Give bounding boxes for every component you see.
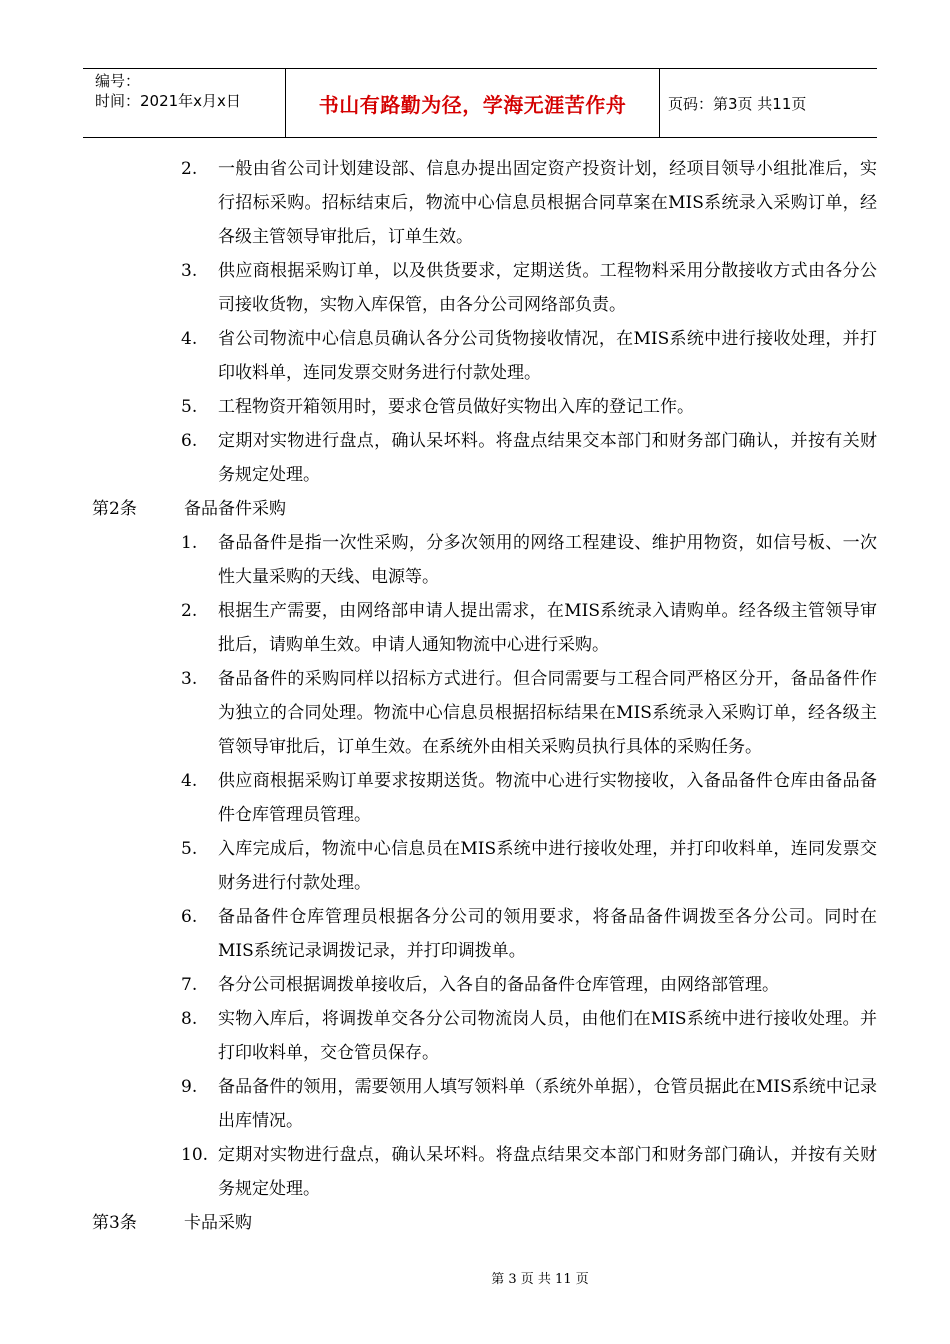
item-text: 定期对实物进行盘点，确认呆坏料。将盘点结果交本部门和财务部门确认，并按有关财务规定处理。 — [218, 1145, 877, 1199]
page-header — [83, 68, 877, 138]
list-item — [92, 152, 877, 254]
item-number: 5. — [181, 397, 198, 417]
item-text: 备品备件的采购同样以招标方式进行。但合同需要与工程合同严格区分开，备品备件作为独立的合同处理。物流中心信息员根据招标结果在MIS系统录入采购订单，经各级主管领导审批后，订单生效。在系统外由相关采购员执行具体的采购任务。 — [218, 669, 877, 757]
item-number: 2. — [181, 601, 198, 621]
item-text: 工程物资开箱领用时，要求仓管员做好实物出入库的登记工作。 — [218, 397, 694, 417]
list-item — [92, 390, 877, 424]
list-item — [92, 832, 877, 900]
item-number: 4. — [181, 329, 198, 349]
item-text: 备品备件是指一次性采购，分多次领用的网络工程建设、维护用物资，如信号板、一次性大量采购的天线、电源等。 — [218, 533, 877, 587]
item-text: 各分公司根据调拨单接收后，入各自的备品备件仓库管理，由网络部管理。 — [218, 975, 779, 995]
item-text: 供应商根据采购订单要求按期送货。物流中心进行实物接收，入备品备件仓库由备品备件仓库管理员管理。 — [218, 771, 877, 825]
item-text: 备品备件的领用，需要领用人填写领料单（系统外单据），仓管员据此在MIS系统中记录出库情况。 — [218, 1077, 877, 1131]
item-text: 省公司物流中心信息员确认各分公司货物接收情况，在MIS系统中进行接收处理，并打印收料单，连同发票交财务进行付款处理。 — [218, 329, 877, 383]
item-number: 6. — [181, 431, 198, 451]
article-title: 备品备件采购 — [184, 499, 286, 519]
list-item — [92, 1070, 877, 1138]
page-footer: 第 3 页 共 11 页 — [491, 1272, 589, 1287]
item-text: 供应商根据采购订单，以及供货要求，定期送货。工程物料采用分散接收方式由各分公司接收货物，实物入库保管，由各分公司网络部负责。 — [218, 261, 877, 315]
item-number: 10. — [181, 1145, 209, 1165]
document-body — [92, 152, 877, 1240]
list-item — [92, 322, 877, 390]
header-motto: 书山有路勤为径，学海无涯苦作舟 — [286, 69, 660, 137]
time-label: 时间：2021年x月x日 — [95, 92, 241, 110]
header-meta — [83, 69, 286, 137]
list-item — [92, 526, 877, 594]
header-page-info: 页码：第3页 共11页 — [668, 94, 807, 113]
item-text: 实物入库后，将调拨单交各分公司物流岗人员，由他们在MIS系统中进行接收处理。并打印收料单，交仓管员保存。 — [218, 1009, 877, 1063]
item-number: 9. — [181, 1077, 198, 1097]
item-number: 1. — [181, 533, 198, 553]
item-number: 6. — [181, 907, 198, 927]
list-item — [92, 1138, 877, 1206]
article-title: 卡品采购 — [184, 1213, 252, 1233]
item-text: 根据生产需要，由网络部申请人提出需求，在MIS系统录入请购单。经各级主管领导审批后，请购单生效。申请人通知物流中心进行采购。 — [218, 601, 877, 655]
article-number: 第2条 — [92, 499, 137, 519]
item-number: 2. — [181, 159, 198, 179]
number-label: 编号： — [95, 72, 141, 90]
item-text: 定期对实物进行盘点，确认呆坏料。将盘点结果交本部门和财务部门确认，并按有关财务规定处理。 — [218, 431, 877, 485]
article-heading — [92, 492, 877, 526]
list-item — [92, 254, 877, 322]
item-number: 3. — [181, 669, 198, 689]
item-number: 3. — [181, 261, 198, 281]
list-item — [92, 594, 877, 662]
item-text: 入库完成后，物流中心信息员在MIS系统中进行接收处理，并打印收料单，连同发票交财务进行付款处理。 — [218, 839, 877, 893]
item-text: 备品备件仓库管理员根据各分公司的领用要求，将备品备件调拨至各分公司。同时在MIS系统记录调拨记录，并打印调拨单。 — [218, 907, 877, 961]
article-heading — [92, 1206, 877, 1240]
item-text: 一般由省公司计划建设部、信息办提出固定资产投资计划，经项目领导小组批准后，实行招标采购。招标结束后，物流中心信息员根据合同草案在MIS系统录入采购订单，经各级主管领导审批后，订单生效。 — [218, 159, 877, 247]
article-number: 第3条 — [92, 1213, 137, 1233]
list-item — [92, 1002, 877, 1070]
list-item — [92, 424, 877, 492]
list-item — [92, 900, 877, 968]
item-number: 8. — [181, 1009, 198, 1029]
item-number: 5. — [181, 839, 198, 859]
list-item — [92, 764, 877, 832]
item-number: 7. — [181, 975, 198, 995]
list-item — [92, 968, 877, 1002]
item-number: 4. — [181, 771, 198, 791]
list-item — [92, 662, 877, 764]
